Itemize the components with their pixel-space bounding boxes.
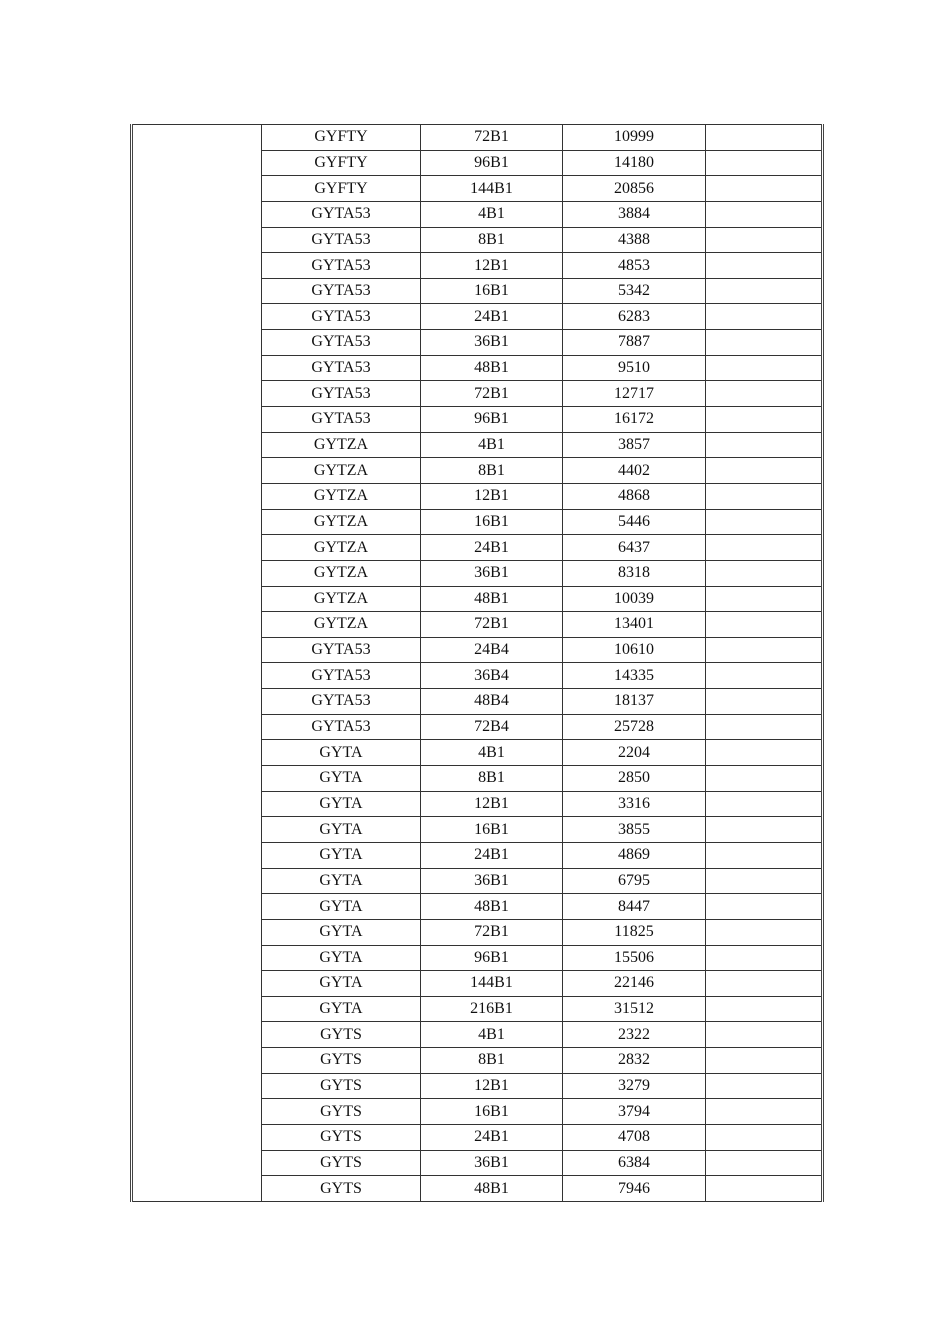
value-cell: 22146 xyxy=(563,971,706,997)
model-cell: GYTA xyxy=(262,740,421,766)
value-cell: 3857 xyxy=(563,432,706,458)
model-cell: GYTA53 xyxy=(262,381,421,407)
value-cell: 14180 xyxy=(563,150,706,176)
value-cell: 2832 xyxy=(563,1048,706,1074)
value-cell: 8447 xyxy=(563,894,706,920)
value-cell: 11825 xyxy=(563,919,706,945)
note-cell xyxy=(706,1073,823,1099)
model-cell: GYTA xyxy=(262,894,421,920)
note-cell xyxy=(706,176,823,202)
table-row xyxy=(132,125,823,151)
note-cell xyxy=(706,1124,823,1150)
note-cell xyxy=(706,1099,823,1125)
value-cell: 20856 xyxy=(563,176,706,202)
model-cell: GYTA xyxy=(262,868,421,894)
note-cell xyxy=(706,894,823,920)
note-cell xyxy=(706,535,823,561)
model-cell: GYTA53 xyxy=(262,253,421,279)
spec-cell: 48B1 xyxy=(421,1176,563,1202)
spec-cell: 48B1 xyxy=(421,355,563,381)
model-cell: GYTA xyxy=(262,945,421,971)
value-cell: 3279 xyxy=(563,1073,706,1099)
value-cell: 4708 xyxy=(563,1124,706,1150)
value-cell: 18137 xyxy=(563,689,706,715)
note-cell xyxy=(706,637,823,663)
spec-cell: 216B1 xyxy=(421,996,563,1022)
model-cell: GYTA53 xyxy=(262,201,421,227)
model-cell: GYTA53 xyxy=(262,330,421,356)
model-cell: GYTA xyxy=(262,817,421,843)
value-cell: 2322 xyxy=(563,1022,706,1048)
spec-cell: 72B1 xyxy=(421,125,563,151)
spec-cell: 4B1 xyxy=(421,1022,563,1048)
spec-cell: 48B4 xyxy=(421,689,563,715)
spec-cell: 12B1 xyxy=(421,253,563,279)
note-cell xyxy=(706,971,823,997)
note-cell xyxy=(706,868,823,894)
spec-cell: 24B1 xyxy=(421,304,563,330)
spec-cell: 4B1 xyxy=(421,740,563,766)
model-cell: GYTA xyxy=(262,766,421,792)
spec-cell: 16B1 xyxy=(421,509,563,535)
value-cell: 4388 xyxy=(563,227,706,253)
value-cell: 6795 xyxy=(563,868,706,894)
cable-price-table xyxy=(130,124,824,1202)
note-cell xyxy=(706,996,823,1022)
note-cell xyxy=(706,278,823,304)
model-cell: GYTA53 xyxy=(262,714,421,740)
value-cell: 25728 xyxy=(563,714,706,740)
note-cell xyxy=(706,483,823,509)
model-cell: GYTS xyxy=(262,1048,421,1074)
model-cell: GYTS xyxy=(262,1073,421,1099)
spec-cell: 96B1 xyxy=(421,407,563,433)
model-cell: GYTZA xyxy=(262,560,421,586)
spec-cell: 96B1 xyxy=(421,150,563,176)
spec-cell: 16B1 xyxy=(421,278,563,304)
model-cell: GYTS xyxy=(262,1150,421,1176)
note-cell xyxy=(706,663,823,689)
model-cell: GYTA xyxy=(262,919,421,945)
spec-cell: 8B1 xyxy=(421,227,563,253)
model-cell: GYTA53 xyxy=(262,689,421,715)
model-cell: GYFTY xyxy=(262,150,421,176)
note-cell xyxy=(706,509,823,535)
note-cell xyxy=(706,330,823,356)
model-cell: GYTZA xyxy=(262,586,421,612)
model-cell: GYTA xyxy=(262,971,421,997)
spec-cell: 4B1 xyxy=(421,432,563,458)
model-cell: GYTZA xyxy=(262,535,421,561)
note-cell xyxy=(706,1150,823,1176)
spec-cell: 36B1 xyxy=(421,868,563,894)
spec-cell: 24B1 xyxy=(421,535,563,561)
spec-cell: 36B1 xyxy=(421,1150,563,1176)
model-cell: GYTA53 xyxy=(262,304,421,330)
spec-cell: 12B1 xyxy=(421,791,563,817)
note-cell xyxy=(706,201,823,227)
spec-cell: 144B1 xyxy=(421,176,563,202)
note-cell xyxy=(706,791,823,817)
group-cell xyxy=(132,125,262,1202)
value-cell: 6384 xyxy=(563,1150,706,1176)
note-cell xyxy=(706,125,823,151)
model-cell: GYTA xyxy=(262,791,421,817)
value-cell: 10039 xyxy=(563,586,706,612)
value-cell: 6283 xyxy=(563,304,706,330)
model-cell: GYTS xyxy=(262,1176,421,1202)
value-cell: 16172 xyxy=(563,407,706,433)
model-cell: GYFTY xyxy=(262,125,421,151)
value-cell: 3316 xyxy=(563,791,706,817)
spec-cell: 8B1 xyxy=(421,766,563,792)
note-cell xyxy=(706,253,823,279)
spec-cell: 24B4 xyxy=(421,637,563,663)
value-cell: 4853 xyxy=(563,253,706,279)
note-cell xyxy=(706,355,823,381)
spec-cell: 48B1 xyxy=(421,894,563,920)
note-cell xyxy=(706,407,823,433)
value-cell: 2204 xyxy=(563,740,706,766)
value-cell: 5446 xyxy=(563,509,706,535)
model-cell: GYTA53 xyxy=(262,227,421,253)
model-cell: GYTA xyxy=(262,842,421,868)
spec-cell: 96B1 xyxy=(421,945,563,971)
spec-cell: 144B1 xyxy=(421,971,563,997)
value-cell: 3884 xyxy=(563,201,706,227)
value-cell: 15506 xyxy=(563,945,706,971)
model-cell: GYTS xyxy=(262,1099,421,1125)
note-cell xyxy=(706,227,823,253)
value-cell: 4402 xyxy=(563,458,706,484)
model-cell: GYTA53 xyxy=(262,637,421,663)
model-cell: GYTS xyxy=(262,1022,421,1048)
note-cell xyxy=(706,817,823,843)
spec-cell: 24B1 xyxy=(421,1124,563,1150)
note-cell xyxy=(706,1022,823,1048)
note-cell xyxy=(706,714,823,740)
spec-cell: 12B1 xyxy=(421,1073,563,1099)
spec-cell: 4B1 xyxy=(421,201,563,227)
note-cell xyxy=(706,689,823,715)
note-cell xyxy=(706,766,823,792)
spec-cell: 48B1 xyxy=(421,586,563,612)
note-cell xyxy=(706,945,823,971)
spec-cell: 12B1 xyxy=(421,483,563,509)
spec-cell: 36B4 xyxy=(421,663,563,689)
note-cell xyxy=(706,458,823,484)
note-cell xyxy=(706,919,823,945)
model-cell: GYTA53 xyxy=(262,278,421,304)
value-cell: 9510 xyxy=(563,355,706,381)
value-cell: 4868 xyxy=(563,483,706,509)
model-cell: GYTZA xyxy=(262,483,421,509)
value-cell: 5342 xyxy=(563,278,706,304)
model-cell: GYTZA xyxy=(262,612,421,638)
model-cell: GYFTY xyxy=(262,176,421,202)
value-cell: 7887 xyxy=(563,330,706,356)
spec-cell: 36B1 xyxy=(421,560,563,586)
model-cell: GYTZA xyxy=(262,458,421,484)
value-cell: 31512 xyxy=(563,996,706,1022)
note-cell xyxy=(706,560,823,586)
spec-cell: 8B1 xyxy=(421,458,563,484)
value-cell: 3855 xyxy=(563,817,706,843)
spec-cell: 72B1 xyxy=(421,919,563,945)
value-cell: 10999 xyxy=(563,125,706,151)
table-body xyxy=(132,125,823,1202)
model-cell: GYTZA xyxy=(262,432,421,458)
spec-cell: 36B1 xyxy=(421,330,563,356)
model-cell: GYTA53 xyxy=(262,355,421,381)
note-cell xyxy=(706,1048,823,1074)
value-cell: 14335 xyxy=(563,663,706,689)
spec-cell: 72B1 xyxy=(421,612,563,638)
model-cell: GYTS xyxy=(262,1124,421,1150)
value-cell: 7946 xyxy=(563,1176,706,1202)
note-cell xyxy=(706,612,823,638)
note-cell xyxy=(706,1176,823,1202)
value-cell: 13401 xyxy=(563,612,706,638)
spec-cell: 8B1 xyxy=(421,1048,563,1074)
spec-cell: 72B4 xyxy=(421,714,563,740)
value-cell: 6437 xyxy=(563,535,706,561)
note-cell xyxy=(706,381,823,407)
note-cell xyxy=(706,150,823,176)
value-cell: 3794 xyxy=(563,1099,706,1125)
note-cell xyxy=(706,740,823,766)
model-cell: GYTA53 xyxy=(262,663,421,689)
note-cell xyxy=(706,304,823,330)
note-cell xyxy=(706,586,823,612)
model-cell: GYTA xyxy=(262,996,421,1022)
model-cell: GYTA53 xyxy=(262,407,421,433)
value-cell: 8318 xyxy=(563,560,706,586)
value-cell: 10610 xyxy=(563,637,706,663)
value-cell: 4869 xyxy=(563,842,706,868)
spec-cell: 72B1 xyxy=(421,381,563,407)
value-cell: 12717 xyxy=(563,381,706,407)
spec-cell: 16B1 xyxy=(421,817,563,843)
model-cell: GYTZA xyxy=(262,509,421,535)
value-cell: 2850 xyxy=(563,766,706,792)
spec-cell: 16B1 xyxy=(421,1099,563,1125)
note-cell xyxy=(706,842,823,868)
note-cell xyxy=(706,432,823,458)
spec-cell: 24B1 xyxy=(421,842,563,868)
